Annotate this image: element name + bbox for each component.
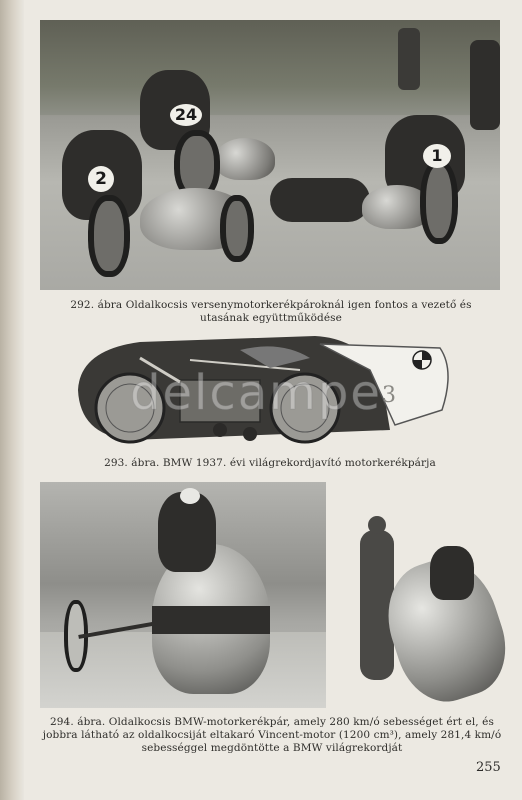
passenger-1 bbox=[270, 178, 370, 222]
sidecar-wheel-2 bbox=[220, 195, 254, 262]
page-number: 255 bbox=[476, 760, 501, 775]
bmw-sidecar-record-photo bbox=[40, 482, 326, 708]
standing-man-head bbox=[368, 516, 386, 534]
wheel-2 bbox=[88, 195, 130, 277]
wheel-1 bbox=[420, 160, 458, 244]
figure-293-caption: 293. ábra. BMW 1937. évi világrekordjavító motorkerékpárja bbox=[104, 457, 436, 469]
small-wheel-left bbox=[213, 423, 227, 437]
vincent-motor-photo bbox=[352, 510, 502, 710]
fairing-band bbox=[152, 606, 270, 634]
spectator-right bbox=[470, 40, 500, 130]
rider-helmet bbox=[180, 488, 200, 504]
vincent-rider bbox=[430, 546, 474, 600]
spectator bbox=[398, 28, 420, 90]
grass-verge bbox=[40, 20, 500, 115]
sidecar-24 bbox=[215, 138, 275, 180]
figure-294-caption: 294. ábra. Oldalkocsis BMW-motorkerékpár, amely 280 km/ó sebességet ért el, és jobbra látható az oldalkocsiját eltakaró Vincent-motor (1200 cm³), amely 281,4 km/ó sebességgel megdöntötte a BMW világrekordját bbox=[42, 716, 502, 754]
small-wheel-right bbox=[243, 427, 257, 441]
bmw-rider bbox=[158, 492, 216, 572]
race-number-2: 2 bbox=[88, 166, 114, 192]
race-number-24: 24 bbox=[170, 104, 202, 126]
watermark: delcampe bbox=[130, 365, 382, 421]
race-number-1: 1 bbox=[423, 144, 451, 168]
book-gutter bbox=[0, 0, 24, 800]
figure-292-caption: 292. ábra Oldalkocsis versenymotorkerékpároknál igen fontos a vezető és utasának együttműködése bbox=[70, 299, 472, 324]
tail-emblem-number: 3 bbox=[382, 383, 396, 408]
sidecar-race-photo bbox=[40, 20, 500, 290]
